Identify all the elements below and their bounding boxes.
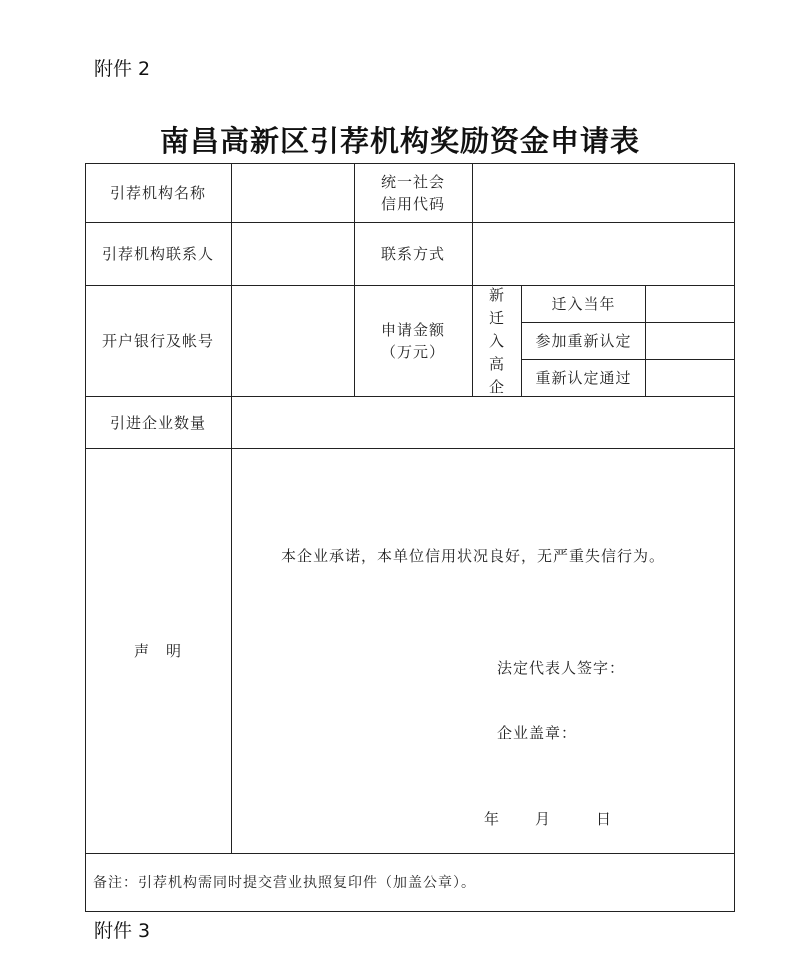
credit-code-label-line1: 统一社会 [380,172,445,191]
relocated-year-label: 迁入当年 [551,295,616,313]
contact-person-field[interactable] [232,223,354,285]
date-day-label: 日 [596,810,613,828]
bank-account-label: 开户银行及帐号 [101,332,214,350]
recert-pass-field[interactable] [646,360,733,396]
credit-code-label [354,163,472,222]
new-hightech-char: 入 [488,331,505,350]
application-form-table [85,163,736,913]
date-year-label: 年 [484,810,501,828]
new-hightech-char: 新 [488,285,505,304]
relocated-year-field[interactable] [646,286,733,322]
contact-person-label: 引荐机构联系人 [101,245,214,263]
credit-code-field[interactable] [473,163,733,222]
amount-label-line1: 申请金额 [380,321,445,339]
attachment-label-bottom: 附件 3 [94,920,151,942]
recert-pass-label: 重新认定通过 [535,369,632,387]
contact-method-field[interactable] [473,223,733,285]
company-seal-label: 企业盖章： [497,724,578,742]
row-divider [85,853,735,854]
recert-join-label: 参加重新认定 [535,332,632,350]
enterprise-count-field[interactable] [232,397,733,448]
new-hightech-char: 迁 [488,308,505,327]
statement-text: 本企业承诺，本单位信用状况良好，无严重失信行为。 [281,547,666,565]
amount-label-line2: （万元） [380,343,445,361]
contact-method-label: 联系方式 [380,245,445,263]
attachment-label-top: 附件 2 [94,58,151,80]
date-month-label: 月 [535,810,552,828]
form-title: 南昌高新区引荐机构奖励资金申请表 [159,124,640,158]
statement-label: 声 明 [133,642,182,660]
credit-code-label-line2: 信用代码 [380,194,445,213]
recert-join-field[interactable] [646,323,733,359]
bank-account-field[interactable] [232,286,354,396]
legal-rep-sign-label: 法定代表人签字： [497,659,626,677]
new-hightech-char: 高 [488,354,505,373]
new-hightech-label [473,286,521,396]
org-name-field[interactable] [232,163,354,222]
new-hightech-char: 企 [488,377,505,396]
note-text: 备注：引荐机构需同时提交营业执照复印件（加盖公章）。 [93,875,476,891]
enterprise-count-label: 引进企业数量 [109,413,206,432]
org-name-label: 引荐机构名称 [109,183,206,202]
amount-label [354,286,472,396]
